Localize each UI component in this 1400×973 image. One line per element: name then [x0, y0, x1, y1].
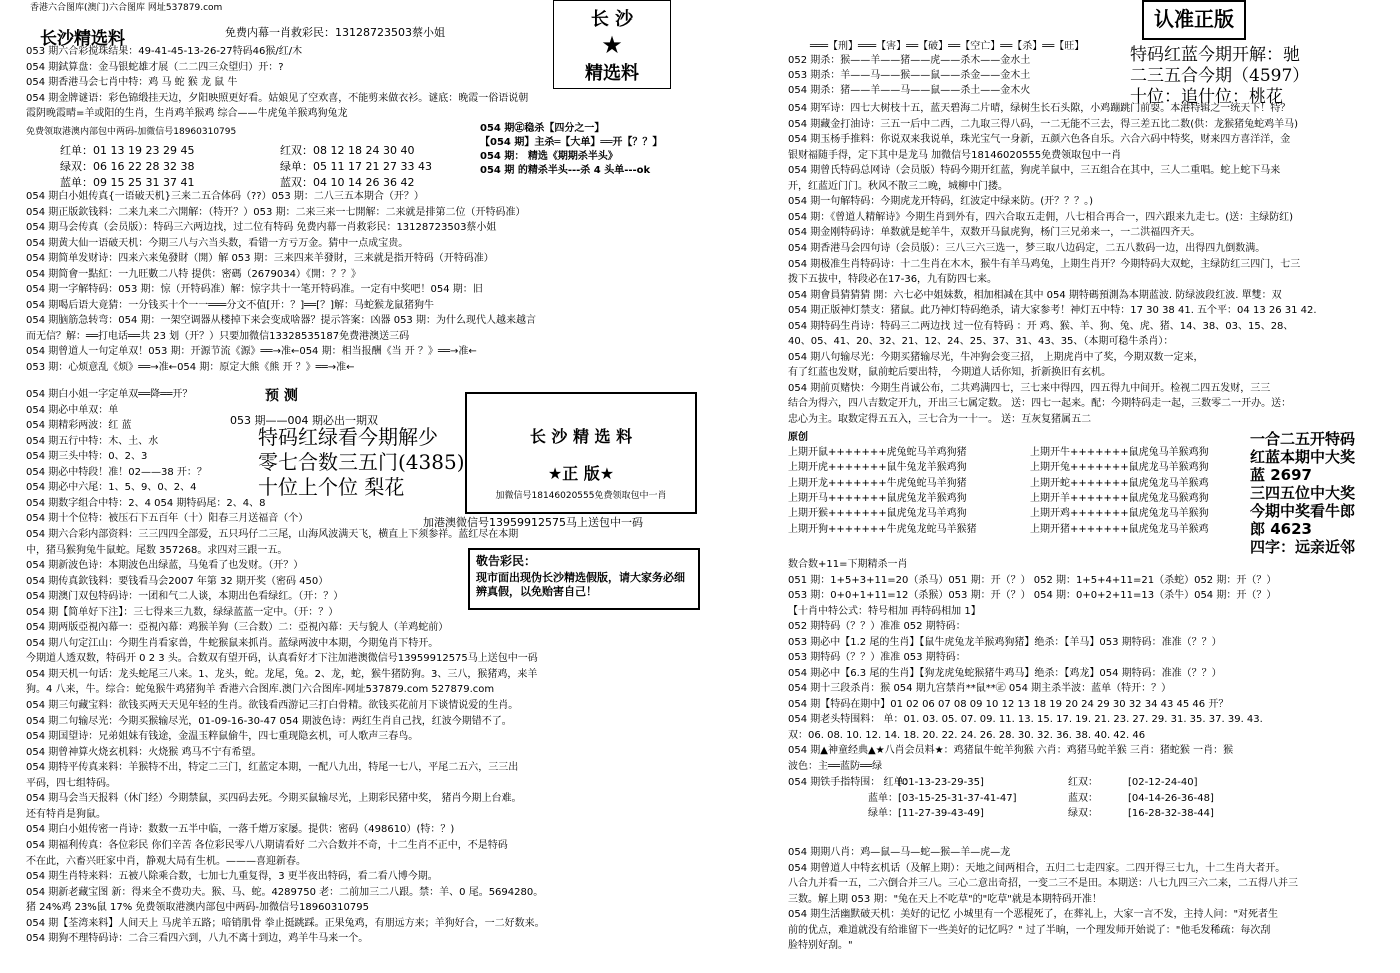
tie-cell: [01-13-23-29-35] [898, 777, 984, 788]
text-line: 054 期十个位特：被压石下五百年（十）阳春三月送福音（个） [26, 513, 309, 525]
text-line: 猪 24%鸡 23%鼠 17% 免费领取港澳内部包中两码-加微信号18960310795 [26, 902, 369, 914]
kill-row [788, 84, 1030, 97]
side-3: 蓝 2697 [1250, 466, 1312, 484]
tie-cell: [04-14-26-36-48] [1128, 792, 1214, 804]
text-line: 054 期马会传真（会员版）：特码三六两边找，过二位有特码 免费内幕一肖救彩民：13128723503蔡小姐 [26, 222, 497, 233]
text-line: 平码，四七组特码。 [26, 777, 116, 789]
parity-row [788, 446, 1209, 459]
text-line: 今期道人透双数，特码开 0 2 3 头。合数双有望开码，认真看好才下注加港澳微信号13959912575马上送包中一码 [26, 653, 538, 665]
blue-nums: 09 15 25 31 37 41 [93, 176, 195, 189]
tie-cell: 054 期铁手指特围： 红单： [788, 777, 914, 788]
text-line: 054 期八句定江山：今期生肖看家兽，牛蛇猴鼠来抓肖。蓝绿两波中本期，今期兔肖下特开。 [26, 637, 439, 649]
text-line: 054 期二句输尽光：今期买猴输尽光，01-09-16-30-47 054 期波色诗：两红生肖自己找，红波今期错不了。 [26, 715, 512, 727]
hand-line-3: 十位上个位 梨花 [258, 475, 405, 499]
text-line: 054 期：《曾道人精解诗》今期生肖到外有，四六合取五走佣，八七相合再合一，四六跟来九走七。(送：主绿防红) [788, 211, 1294, 223]
rhand-1: 特码红蓝今期开解：驰 [1130, 45, 1300, 65]
text-line: 054 期金刚特码诗：单数就是蛇羊牛，双数开马鼠虎狗，杨门三兄弟来一，一二洪福四齐天。 [788, 227, 1201, 239]
parity-left: 上期开龙+++++++牛虎兔蛇马羊狗猪 [788, 477, 967, 489]
hand-line-1: 特码红绿看今期解少 [258, 425, 438, 449]
parity-row [788, 507, 1209, 520]
parity-right: 上期开蛇+++++++鼠虎兔龙马羊猴鸡 [1030, 477, 1209, 489]
text-line: 053 期必中【1.2 尾的生肖】【鼠牛虎兔龙羊猴鸡狗猪】绝杀：【羊马】053 期特码：准准（？？） [788, 636, 1222, 648]
kill-row-label: 052 期杀： [788, 55, 841, 66]
text-line: 053 期六合彩搅珠结果：49-41-45-13-26-27特码46猴/红/木 [26, 46, 303, 57]
text-line: 狗。4 八来，牛。综合：蛇兔猴牛鸡猪狗羊 香港六合图库.澳门六合图库-网址537879.com 527879.com [26, 684, 495, 696]
stamp-box [553, 0, 671, 89]
red-nums: 01 13 19 23 29 45 [93, 144, 195, 157]
text-line: 结合为得六，四八吉数定开九，开出三七属定数。 送：四七一起来。配：今期特码走一起，三数零二一开办。送： [788, 398, 1292, 410]
tie-cell: 蓝单： [868, 792, 898, 804]
kill-line-3: 054 期： 精选《期期杀半头》 [480, 151, 618, 162]
text-line: 不在此，六畜兴旺家中肖，静观大局有生机。———喜迎新春。 [26, 855, 306, 867]
text-line: 还有特肖是狗鼠。 [26, 808, 106, 820]
text-line: 053 期：0+0+1+11=12（杀猴）053 期：开（？） 054 期：0+0+2+11=13（杀牛）054 期：开（？） [788, 590, 1277, 601]
text-line: 054 期生肖特来料：五被八除乘合数，七加七九重复得，3 更半夜出特码，看二看八博今期。 [26, 871, 438, 883]
parity-title: 原创 [788, 432, 808, 443]
parity-row [788, 477, 1209, 490]
text-line: 054 期鉽算盘：金马银蛇雄才展（二二四三众望归）开：? [26, 61, 284, 73]
text-line: 054 期精彩两波：红 蓝 [26, 420, 132, 432]
text-line: 052 期特码（？？）准准 052 期特码： [788, 621, 966, 632]
text-line: 054 期會員猜猜猜 開：六七必中姐妹数，相加相减在其中 054 期特碼預測為本期蓝波. 防绿波段红波. 單雙：双 [788, 289, 1282, 301]
text-line: 054 期藏金打油诗：三五一后中二西，二九取三得八码，一二无能不三去，得三差五比二数(供：龙猴猪兔蛇鸡羊马) [788, 118, 1299, 130]
predict-text: 053 期——004 期必出一期双 [230, 414, 378, 427]
text-line: 忠心为主。取数定得五五入，三七合为一十一。 送：互灰复猪属五二 [788, 414, 1092, 425]
parity-row [788, 523, 1209, 536]
side-4: 三四五位中大奖 [1250, 484, 1356, 502]
text-line: 054 期脑筋急转弯：054 期：一架空调器从楼掉下来会变成啥器？提示答案：凶器 053 期：为什么现代人越来越言 [26, 315, 536, 326]
green2-nums: 05 11 17 21 27 33 43 [313, 160, 432, 173]
text-line: 051 期：1+5+3+11=20（杀马）051 期：开（？） 052 期：1+5+4+11=21（杀蛇）052 期：开（？） [788, 574, 1277, 586]
stamp-line-1: 长 沙 [590, 9, 634, 30]
tie-row [788, 792, 1248, 805]
text-line: 拨下五拔中，特段必在17-36，九有防四七来。 [788, 274, 998, 286]
tie-row [788, 807, 1248, 820]
tie-cell: 绿双： [1068, 808, 1098, 819]
text-line: 054 期黄大仙一语破天机：今期三八与六当头数，看错一方亏万金。猜中一点成宝贵。 [26, 237, 409, 249]
header-row: ═══【刑】═══【害】══【破】══【空亡】══【杀】══【旺】 [810, 41, 1085, 52]
side-1: 一合二五开特码 [1250, 430, 1356, 448]
text-line: 054 期必中特段！准！02——38 开：？ [26, 466, 207, 478]
text-line: 数合数+11=下期精杀一肖 [788, 559, 908, 570]
text-line: 054 期曾神算火烧玄机料：火烧猴 鸡马不宁有希望。 [26, 746, 262, 758]
parity-left: 上期开虎+++++++鼠牛兔龙羊猴鸡狗 [788, 462, 967, 474]
text-line: 开，红蓝近门门。秋风不散三二晚，城柳中门搂。 [788, 180, 1008, 192]
tie-cell: 绿单： [868, 808, 898, 819]
text-line: 054 期白小姐传密一肖诗：数数一五半中临，一落千熷万家屡。提供：密码（498610）(特：？) [26, 824, 455, 836]
text-line: 脸特别好刮。" [788, 940, 853, 951]
text-line: 054 期简单发财诗：四来六来兔發財（開）解 053 期：三来四来羊發財，三来就是指开特码（开特码准） [26, 253, 494, 264]
parity-right: 上期开牛+++++++鼠虎兔马羊猴鸡狗 [1030, 447, 1209, 458]
text-line: 054 期前页赌快：今期生肖诚公布，二共鸡满四七，三七来中得四，四五得九中间开。检视二四五发财，三三 [788, 382, 1271, 394]
notice-box [468, 548, 700, 610]
text-line: 霞阴晚霞晴=羊或阳的生肖，生肖鸡羊猴鸡 综合——牛虎兔羊猴鸡狗兔龙 [26, 108, 348, 119]
kill-line-1: 054 期㊣稳杀【四分之一】 [480, 123, 605, 134]
kill-row-value: 羊——马——猴——鼠——杀金——金木土 [840, 70, 1031, 81]
right-page [700, 0, 1400, 973]
text-line: 054 期正版欽钱料：二来九来二六開解：（特开？）053 期：二来三来一七開解：二来就是排第二位（开特码准） [26, 206, 526, 218]
side-6: 郎 4623 [1250, 520, 1312, 538]
text-line: 054 期期八肖：鸡—鼠—马—蛇—猴—羊—虎—龙 [788, 847, 1011, 858]
text-line: 054 期军诗：四七大树枝十五，蓝天碧海二片晴，绿树生长石头隙，小鸡蹦跳门前耍。本港特辑之一统天下！特？ [788, 103, 1291, 114]
blue2-nums: 04 10 14 26 36 42 [313, 176, 415, 189]
text-line: 054 期狗不理特码诗：二合三看四六到，八九不离十到边，鸡羊牛马来一个。 [26, 933, 369, 945]
parity-right: 上期开兔+++++++鼠虎龙马羊猴鸡狗 [1030, 462, 1209, 474]
text-line: 054 期数字组合中特：2、4 054 期特码尾：2、4、8 [26, 497, 266, 509]
text-line: 双：06. 08. 10. 12. 14. 18. 20. 22. 24. 26. 28. 30. 32. 36. 38. 40. 42. 46 [788, 729, 1146, 741]
text-line: 054 期新波色诗：本期波色出绿蓝，马兔看了也发财。（开？） [26, 560, 304, 572]
kill-row-value: 猴——羊——猪——虎——杀木——金水土 [840, 55, 1031, 66]
text-line: 054 期【特码在期中】01 02 06 07 08 09 10 12 13 18 19 20 24 29 30 32 34 43 45 46 开？ [788, 698, 1229, 710]
text-line: 054 期三头中特：0、2、3 [26, 451, 148, 463]
text-line: 054 期简會一點紅：一九旺數二八特 提供：密碼（2679034）《開：？？》 [26, 268, 361, 280]
side-2: 红蓝本期中大奖 [1250, 448, 1356, 466]
text-line: 波色：主══蓝防══绿 [788, 760, 883, 772]
parity-right: 上期开猪+++++++鼠虎兔龙马羊猴鸡 [1030, 523, 1209, 535]
text-line: 054 期玉杨手推料：你说双来我说单，珠光宝气一身新，五颜六色各自乐。六合六码中特奖，财来四方喜洋洋，金 [788, 134, 1291, 146]
text-line: 三数。解上期 053 期："兔在天上不吃草"的"吃草"就是本期特码开准！ [788, 893, 1102, 905]
text-line: 054 期十三段杀肖：猴 054 期九宫禁肖**鼠**㊣ 054 期主杀半波：蓝单（特开：？） [788, 683, 1172, 694]
right-handwriting [1130, 45, 1309, 108]
kill-row-label: 054 期杀： [788, 85, 841, 96]
parity-left: 上期开鼠+++++++虎兔蛇马羊鸡狗猪 [788, 447, 967, 458]
text-line: 054 期白小姐一字定单双══降══开？ [26, 389, 193, 400]
promo-top: 免费内幕一肖救彩民：13128723503蔡小姐 [225, 26, 445, 39]
text-line: 而无信？解：══打电话══共 23 划（开？）只要加微信13328535187免费港澳送三码 [26, 330, 410, 342]
text-line: 054 期香港马会四句诗（会员版）：三八三六三选一，梦三取八边码定，二五八数码一边，出得四九倒数满。 [788, 242, 1266, 254]
text-line: 054 期两版亞視內幕一：亞視內幕：鸡猴羊狗（三合数）二：亞視內幕：天与貌人（羊鸡蛇前） [26, 622, 449, 634]
tie-row [788, 776, 1248, 789]
red-label: 红单： [60, 144, 93, 157]
center-box [465, 392, 697, 514]
text-line: 054 期澳门双包特码诗：一团和气二人谈，本期出色看绿红。（开：？） [26, 591, 344, 603]
blue-label: 蓝单： [60, 176, 93, 189]
red2-nums: 08 12 18 24 30 40 [313, 144, 415, 157]
side-7: 四字：远亲近邻 [1250, 538, 1356, 556]
text-line: 054 期曾道人一句定单双！053 期：开源节流《源》══→准←054 期：相当报酬《当 开 ？》══→准← [26, 346, 477, 357]
hand-line-2: 零七合数三五门(4385) [258, 450, 465, 474]
text-line: 054 期一句解特码：今期虎龙开特码，红波定中绿来防。(开？？？。) [788, 196, 1094, 208]
text-line: 054 期▲神童经典▲★八肖会员料★：鸡猪鼠牛蛇羊狗猴 六肖：鸡猪马蛇羊猴 三肖：猪蛇猴 一肖：猴 [788, 745, 1234, 756]
text-line: 054 期国望诗：兄弟姐妹有钱途，金温玉粹鼠偷牛，四七重现隐玄机，可人歌声三春鸟。 [26, 731, 419, 743]
text-line: 054 期三句藏宝料：欲钱买两天天见年轻的生肖。欲钱看西游记三打白骨精。欲钱买花前月下谈情说爱的生肖。 [26, 700, 519, 711]
logo-text: 认准正版 [1154, 7, 1234, 31]
parity-row [788, 492, 1209, 505]
text-line: 054 期【简单好下注】：三七得来三九数，绿绿蓝蓝一定中。（开：？） [26, 606, 339, 618]
text-line: 054 期曾氏特码总网诗（会员版）特码今期开红蓝，狗虎羊鼠中，三五组合在其中，三人二重唱。蛇上蛇下马来 [788, 165, 1281, 177]
tie-cell: [11-27-39-43-49] [898, 808, 984, 819]
wechat-mid: 加港澳微信号13959912575马上送包中一码 [423, 516, 643, 529]
stamp-line-3: 精选料 [585, 63, 639, 84]
green-label: 绿双： [60, 160, 93, 173]
text-line: 054 期一字解特码：053 期：惊（开特码准）解：惊字共十一笔开特码准。一定有中奖吧！054 期：旧 [26, 284, 483, 295]
text-line: 054 期天机一句话：龙头蛇尾三八来。1、龙头，蛇。龙尾，兔。2、龙，蛇，猴牛猪防狗。3、三八，猴猪鸡，来羊 [26, 668, 538, 680]
green2-label: 绿单： [280, 160, 313, 173]
text-line: 054 期喝后语大竟猜：一分钱买十个一一═══分文不值[开：？]══[？]解：马蛇猴龙鼠猪狗牛 [26, 299, 434, 311]
parity-right: 上期开鸡+++++++鼠虎兔龙马羊猴狗 [1030, 508, 1209, 520]
text-line: 054 期新老藏宝图 新：得来全不费功夫。猴、马、蛇。4289750 老：二前加三二八跟。禁：羊、0 尾。5694280。 [26, 886, 544, 898]
text-line: 054 期正版神灯禁支：猪鼠。此乃神灯特码绝杀，请大家参考！神灯五中特：17 30 38 41. 五个平：04 13 26 31 42. [788, 305, 1317, 317]
rhand-3: 十位：追什位：桃花 [1130, 87, 1283, 107]
rhand-2: 二三五合今期（4597） [1130, 66, 1310, 86]
text-line: 054 期特码生肖诗：特码三二两边找 过一位有特码 ：开 鸡、猴、羊、狗、兔、虎、猪、14、38、03、15、28、 [788, 320, 1294, 332]
text-line: 054 期传真欽钱料：要钱看马会2007 年第 32 期开奖（密码 450） [26, 575, 329, 587]
center-box-note: 加微信号18146020555免费领取包中一肖 [495, 491, 667, 501]
text-line: 053 期：心烦意乱《烦》══→准←054 期：原定大熊《熊 开 ？》══→准← [26, 361, 355, 373]
parity-left: 上期开马+++++++鼠虎兔龙羊猴鸡狗 [788, 492, 967, 504]
color-block-2 [280, 143, 432, 191]
tie-cell: 红双： [1068, 777, 1098, 788]
kill-box [480, 122, 662, 178]
text-line: 054 期特平传真来料：羊猴特不出，特定二三门，红蓝定本期，一配八九出，特尾一七八，平尾二五六，三三出 [26, 762, 519, 774]
tie-cell: 蓝双： [1068, 792, 1098, 804]
text-line: 前的优点，难道就没有给谁留下一些美好的记忆吗？" 过了半晌，一个理发师开始说了："他毛发稀疏：每次刮 [788, 924, 1271, 936]
text-line: 【十肖中特公式：特号相加 再特码相加 1】 [788, 605, 981, 617]
promo-2: 免费领取港澳内部包中两码-加微信号18960310795 [26, 127, 237, 137]
center-box-mark: ★正 版★ [547, 464, 615, 483]
text-line: 054 期金牌谜语：彩色锦缎挂天边，夕阳映照更好看。姑娘见了空欢喜，不能剪来做衣衫。谜底：晚霞一俗语说朝 [26, 92, 529, 104]
text-line: 054 期福利传真：各位彩民 你们辛苦 各位彩民零八八期请看好 二六合数并不奇，十二生肖不正中，不是特码 [26, 839, 508, 851]
text-line: 054 期马会当天报料（休门经）今期禁鼠，买四码去死。今期买鼠输尽光，上期彩民猪中奖， 猪肖今期上台难。 [26, 793, 522, 805]
blue2-label: 蓝双： [280, 176, 313, 189]
text-line: 054 期曾道人中特玄机话（及解上期）：天地之间两相合，五归二七走四家。二四开得三七九，十二生肖大者开。 [788, 862, 1286, 874]
predict-handwriting [258, 425, 465, 500]
side-5: 今期中奖看牛郎 [1250, 502, 1356, 520]
kill-row [788, 69, 1030, 82]
parity-row [788, 461, 1209, 474]
text-line: 054 期必中六尾：1、5、9、0、2、4 [26, 482, 197, 494]
text-line: 054 期生活幽默破天机：美好的记忆 小城里有一个恶棍死了，在葬礼上，大家一言不发，主持人问："对死者生 [788, 909, 1279, 920]
center-box-title: 长 沙 精 选 料 [529, 427, 633, 446]
notice-title: 敬告彩民： [476, 554, 537, 568]
text-line: 中，猪马猴狗兔牛鼠蛇。尾数 357268。求四对三跟一五。 [26, 544, 288, 556]
parity-right: 上期开羊+++++++鼠虎兔龙马猴鸡狗 [1030, 492, 1209, 504]
tie-cell: [02-12-24-40] [1128, 777, 1198, 788]
text-line: 054 期【荃湾来料】人间天上 马虎羊五路；喑销肌骨 拳止挺跳踩。正果兔鸡，有朋远方来；羊狗好合，一二好数来。 [26, 917, 545, 929]
parity-left: 上期开猴+++++++鼠虎兔龙马羊鸡狗 [788, 508, 967, 520]
text-line: 054 期八句输尽光：今期买猪输尽光，牛冲狗会变三招， 上期虎肖中了奖，今期双数一定来， [788, 351, 1204, 363]
text-line: 054 期必中【6.3 尾的生肖】【狗龙虎兔蛇猴猪牛鸡马】绝杀：【鸡龙】054 期特码：准准（？？） [788, 667, 1222, 679]
text-line: 054 期必中单双：单 [26, 404, 119, 416]
page-title: 长沙精选料 [40, 29, 125, 49]
star-icon: ★ [601, 31, 623, 59]
text-line: 054 期极准生肖特码诗：十二生肖在木木，猴牛有羊马鸡兔，上期生肖开？今期特码大双蛇，主绿防红三四门，七三 [788, 258, 1301, 270]
text-line: 054 期香港马会七肖中特：鸡 马 蛇 猴 龙 鼠 牛 [26, 77, 238, 88]
parity-left: 上期开狗+++++++牛虎兔龙蛇马羊猴猪 [788, 523, 977, 535]
kill-row [788, 54, 1030, 67]
text-line: 054 期白小姐传真{一语破天机}三来二五合体码（??）053 期：二八三五本期合（开？） [26, 191, 424, 202]
text-line: 054 期五行中特：木、土、水 [26, 435, 159, 447]
genuine-logo [1142, 0, 1246, 40]
text-line: 054 期老头特围料： 单：01. 03. 05. 07. 09. 11. 13. 15. 17. 19. 21. 23. 27. 29. 31. 35. 37. 39. 43. [788, 714, 1263, 725]
text-line: 八合九并看一五，二六倒合并三八。三心二意出奇招，一变二三不是田。本期送：八七九四三六二来，二五得八并三 [788, 878, 1298, 889]
red2-label: 红双： [280, 144, 313, 157]
text-line: 053 期特码（？？）准准 053 期特码： [788, 652, 966, 663]
tie-cell: [16-28-32-38-44] [1128, 808, 1214, 819]
kill-line-2: 【054 期】主杀═【大单】══开【？？】 [480, 137, 663, 148]
kill-line-4: 054 期 的精杀半头---杀 4 头单---ok [480, 165, 651, 176]
top-site-note: 香港六合图库(澳门)六合图库 网址537879.com [30, 3, 223, 13]
kill-row-label: 053 期杀： [788, 70, 841, 81]
color-block [60, 143, 194, 191]
tie-cell: [03-15-25-31-37-41-47] [898, 792, 1017, 804]
green-nums: 06 16 22 28 32 38 [93, 160, 195, 173]
text-line: 银财福随手得，定下其中是龙马 加微信号18146020555免费领取包中一肖 [788, 149, 1122, 161]
kill-row-value: 猪——羊——马——鼠——杀土——金木火 [840, 85, 1031, 96]
text-line: 40、05、41、20、32、21、12、24、25、37、31、43、35、（本期可稳牛杀肖）： [788, 336, 1174, 348]
text-line: 054 期六合彩内部资料：三三四四全部爱，五只玛仔二三尾，山海风波满天飞，横直上下须参祥。蓝红尽在本期 [26, 528, 519, 540]
text-line: 有了红蓝也发财，鼠前蛇后要出特， 今期道人话你知，折新换旧有玄机。 [788, 367, 1112, 379]
predict-title: 预 测 [265, 388, 298, 404]
side-notes [1250, 430, 1355, 556]
notice-body: 现市面出现伪长沙精选假版，请大家务必细辨真假，以免贻害自己！ [476, 571, 685, 598]
